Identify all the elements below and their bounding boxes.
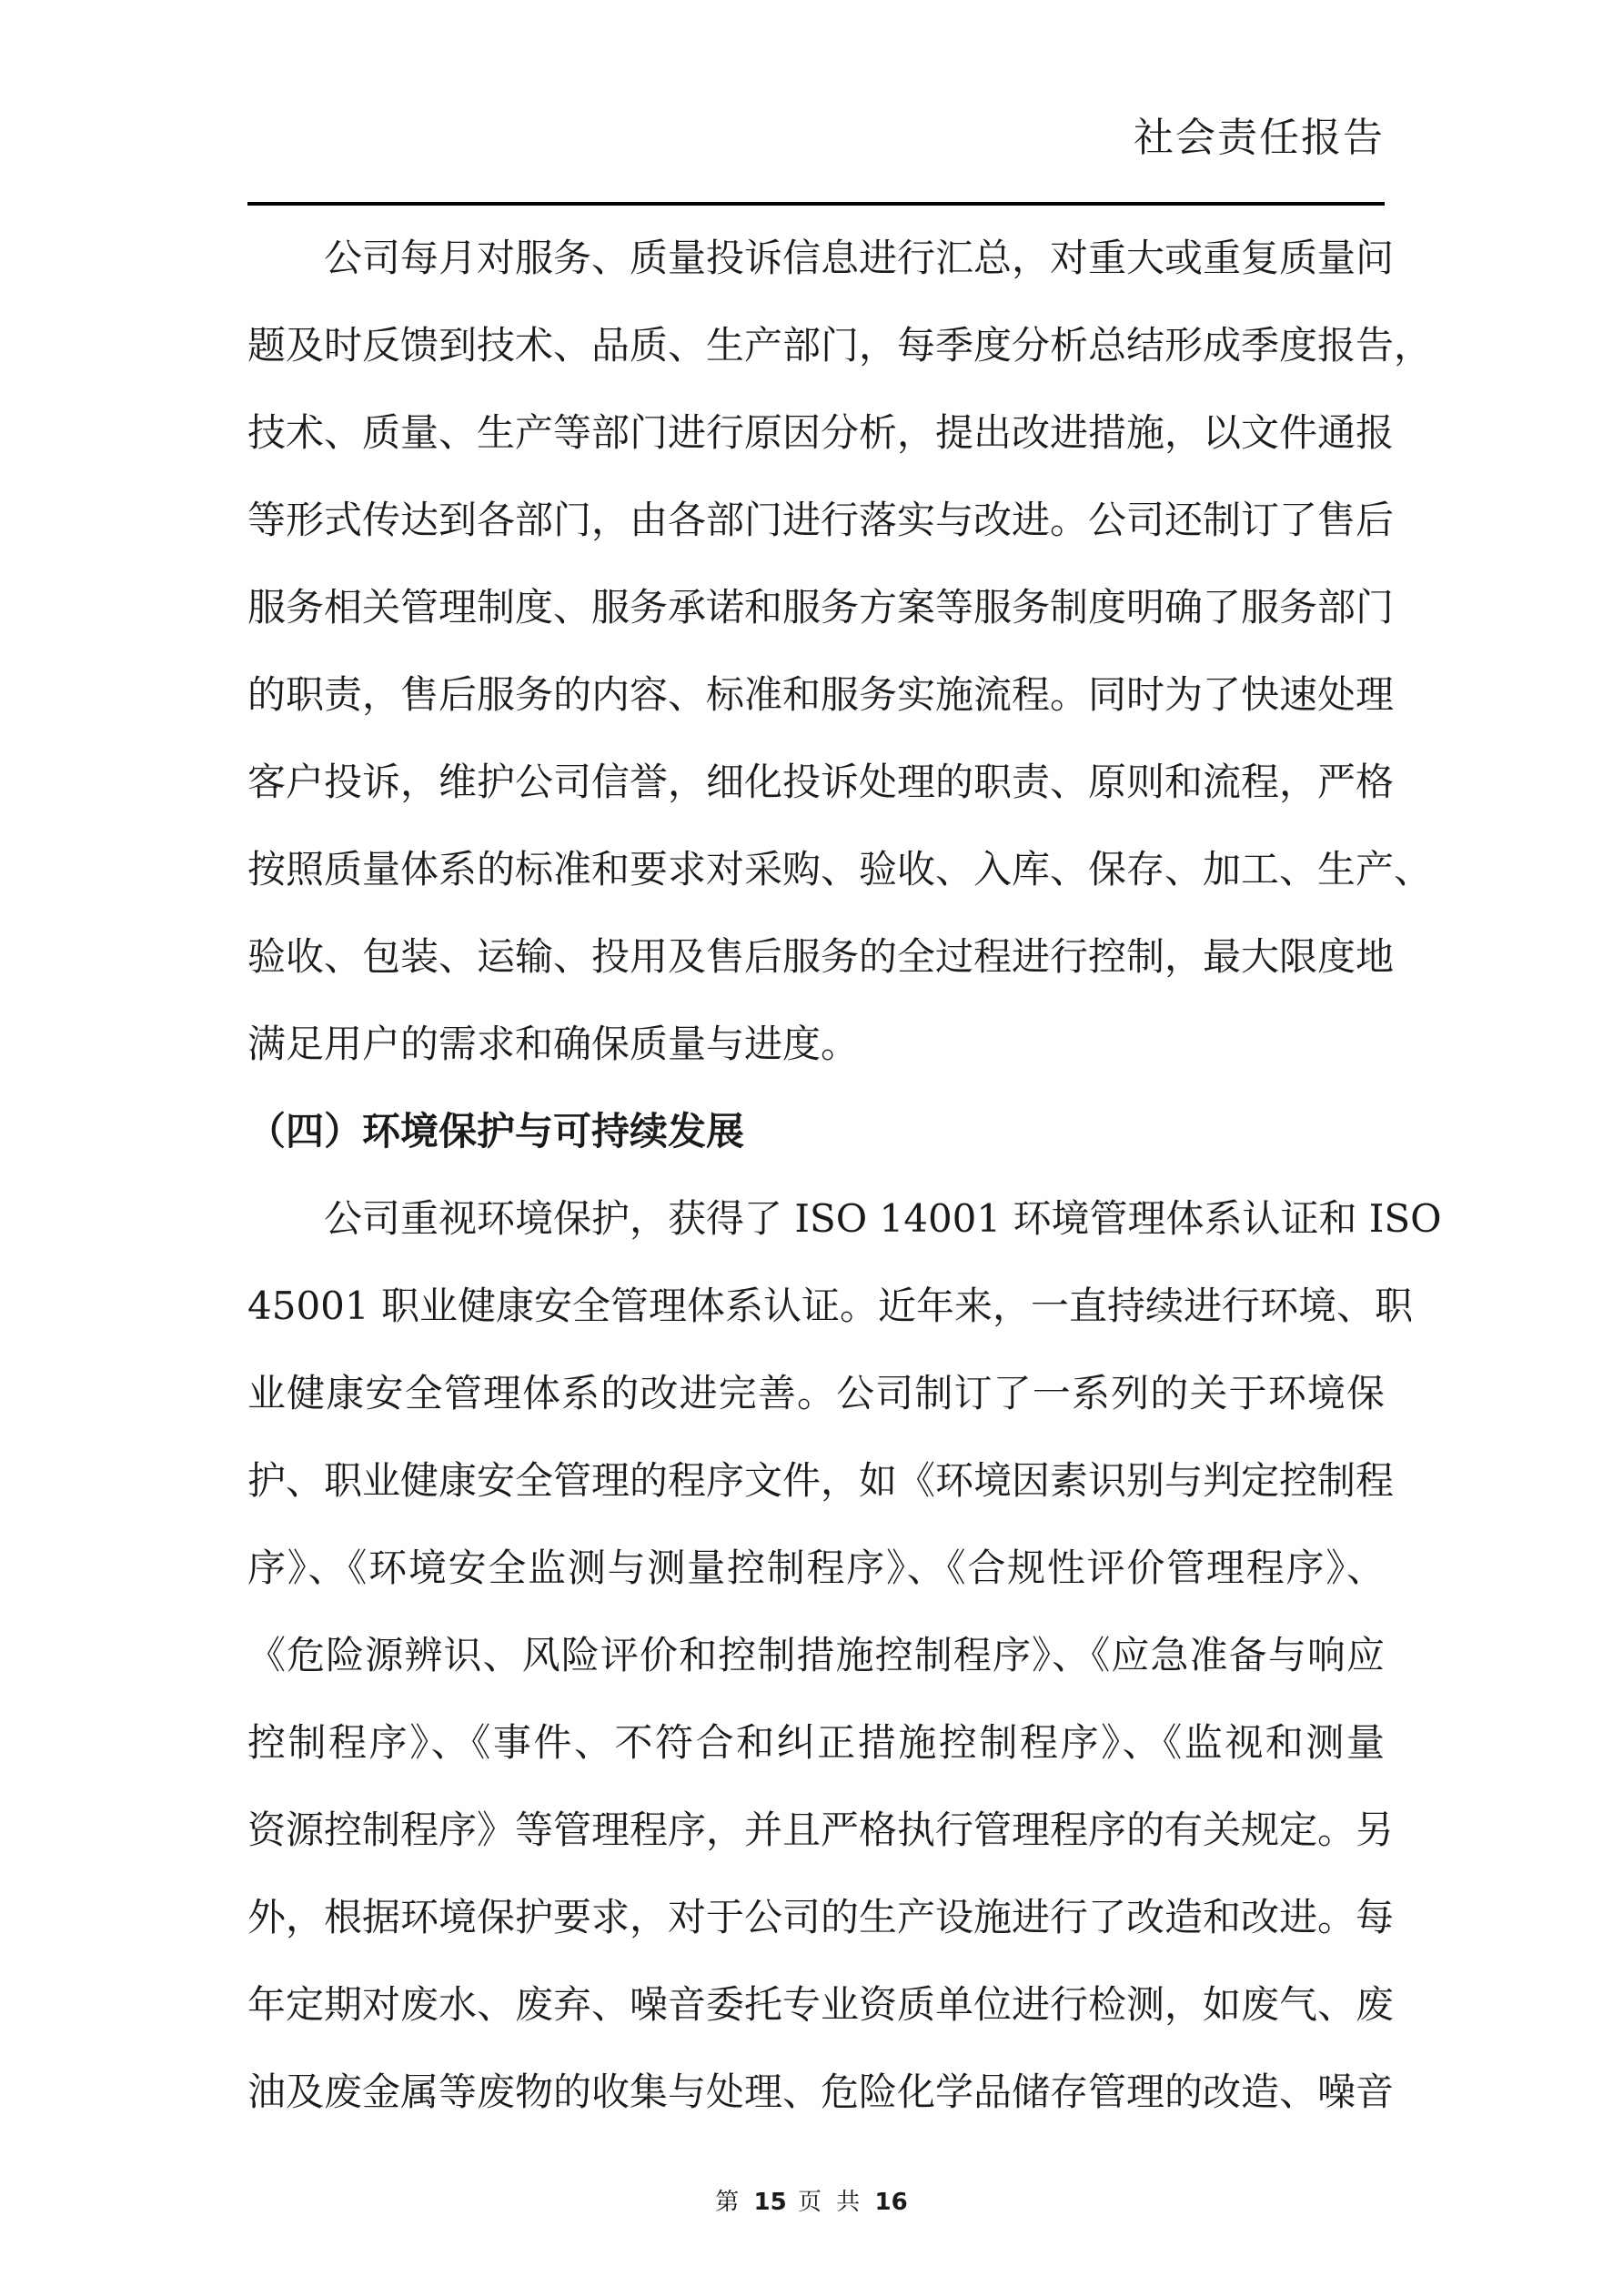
- document-body: [247, 215, 1442, 2136]
- footer-prefix: 第: [715, 2189, 743, 2216]
- paragraph-environment: [247, 1175, 1442, 2136]
- total-page-number: 16: [874, 2189, 908, 2216]
- paragraph-line: 序》、《环境安全监测与测量控制程序》、《合规性评价管理程序》、: [247, 1546, 1385, 1590]
- paragraph-line: 年定期对废水、废弃、噪音委托专业资质单位进行检测，如废气、废: [247, 1982, 1395, 2027]
- paragraph-line: 公司每月对服务、质量投诉信息进行汇总，对重大或重复质量问: [324, 236, 1395, 280]
- paragraph-line: 外，根据环境保护要求，对于公司的生产设施进行了改造和改进。每: [247, 1895, 1395, 1939]
- header-title: 社会责任报告: [1134, 115, 1385, 161]
- paragraph-line: 《危险源辨识、风险评价和控制措施控制程序》、《应急准备与响应: [247, 1633, 1385, 1677]
- paragraph-line: 技术、质量、生产等部门进行原因分析，提出改进措施，以文件通报: [247, 410, 1395, 455]
- paragraph-line: 题及时反馈到技术、品质、生产部门，每季度分析总结形成季度报告，: [247, 323, 1433, 368]
- paragraph-line: 服务相关管理制度、服务承诺和服务方案等服务制度明确了服务部门: [247, 585, 1395, 629]
- current-page-number: 15: [753, 2189, 787, 2216]
- paragraph-line: 等形式传达到各部门，由各部门进行落实与改进。公司还制订了售后: [247, 498, 1395, 542]
- paragraph-line: 公司重视环境保护，获得了 ISO 14001 环境管理体系认证和 ISO: [324, 1196, 1442, 1241]
- paragraph-line: 资源控制程序》等管理程序，并且严格执行管理程序的有关规定。另: [247, 1808, 1395, 1852]
- footer-middle: 页 共: [798, 2189, 864, 2216]
- paragraph-line: 满足用户的需求和确保质量与进度。: [247, 1022, 860, 1066]
- paragraph-line: 护、职业健康安全管理的程序文件，如《环境因素识别与判定控制程: [247, 1458, 1395, 1503]
- header-divider: [247, 202, 1385, 206]
- paragraph-line: 45001 职业健康安全管理体系认证。近年来，一直持续进行环境、职: [247, 1284, 1413, 1328]
- page-footer: [0, 2183, 1623, 2217]
- paragraph-line: 控制程序》、《事件、不符合和纠正措施控制程序》、《监视和测量: [247, 1720, 1385, 1765]
- paragraph-service-quality: [247, 215, 1433, 1088]
- paragraph-line: 业健康安全管理体系的改进完善。公司制订了一系列的关于环境保: [247, 1371, 1385, 1415]
- paragraph-line: 的职责，售后服务的内容、标准和服务实施流程。同时为了快速处理: [247, 672, 1395, 717]
- section-heading: （四）环境保护与可持续发展: [247, 1109, 745, 1153]
- paragraph-line: 验收、包装、运输、投用及售后服务的全过程进行控制，最大限度地: [247, 934, 1395, 979]
- paragraph-line: 油及废金属等废物的收集与处理、危险化学品储存管理的改造、噪音: [247, 2069, 1395, 2114]
- paragraph-line: 按照质量体系的标准和要求对采购、验收、入库、保存、加工、生产、: [247, 847, 1433, 891]
- paragraph-line: 客户投诉，维护公司信誉，细化投诉处理的职责、原则和流程，严格: [247, 760, 1395, 804]
